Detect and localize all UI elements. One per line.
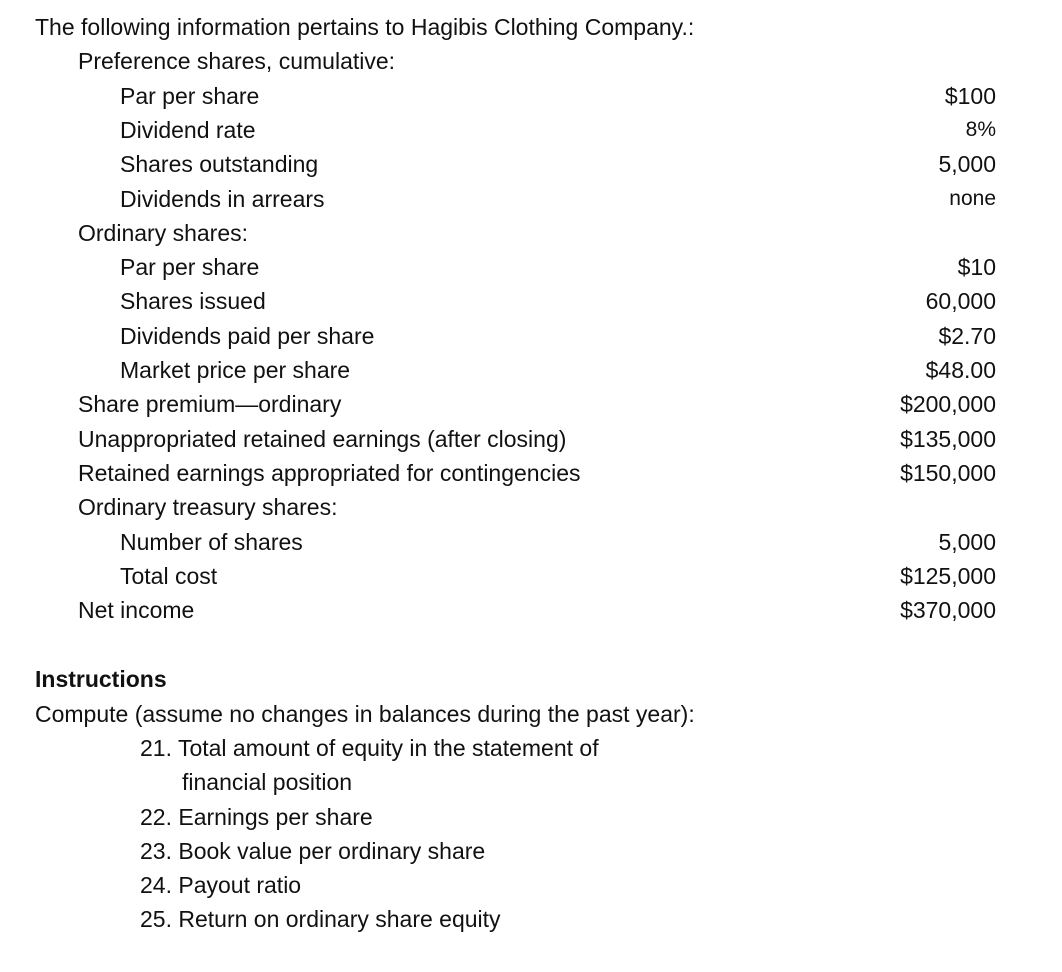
preference-par-label: Par per share	[120, 83, 260, 109]
preference-arrears-label: Dividends in arrears	[120, 186, 325, 212]
intro-text: The following information pertains to Hagibis Clothing Company.:	[35, 14, 695, 40]
instruction-item-22: 22. Earnings per share	[140, 804, 373, 830]
ordinary-market-value: $48.00	[925, 357, 996, 383]
ordinary-heading: Ordinary shares:	[78, 220, 249, 246]
ordinary-issued-label: Shares issued	[120, 288, 266, 314]
preference-arrears-value: none	[949, 187, 996, 210]
instructions-heading: Instructions	[35, 666, 167, 692]
premium-label: Share premium—ordinary	[78, 391, 342, 417]
preference-par-value: $100	[944, 83, 996, 109]
preference-rate-value: 8%	[965, 118, 996, 141]
treasury-heading: Ordinary treasury shares:	[78, 494, 338, 520]
appropriated-value: $150,000	[900, 460, 996, 486]
treasury-number-label: Number of shares	[120, 529, 303, 555]
net-income-label: Net income	[78, 597, 195, 623]
unappropriated-value: $135,000	[900, 426, 996, 452]
instruction-item-21: 21. Total amount of equity in the statement of	[140, 735, 599, 761]
appropriated-label: Retained earnings appropriated for contingencies	[78, 460, 581, 486]
preference-outstanding-label: Shares outstanding	[120, 151, 319, 177]
net-income-value: $370,000	[900, 597, 996, 623]
treasury-number-value: 5,000	[938, 529, 996, 555]
ordinary-market-label: Market price per share	[120, 357, 351, 383]
preference-outstanding-value: 5,000	[938, 151, 996, 177]
instruction-item-24: 24. Payout ratio	[140, 872, 302, 898]
preference-rate-label: Dividend rate	[120, 117, 256, 143]
instruction-item-23: 23. Book value per ordinary share	[140, 838, 486, 864]
ordinary-dividends-label: Dividends paid per share	[120, 323, 375, 349]
ordinary-dividends-value: $2.70	[938, 323, 996, 349]
instructions-lead: Compute (assume no changes in balances during the past year):	[35, 701, 695, 727]
treasury-cost-label: Total cost	[120, 563, 218, 589]
instruction-item-25: 25. Return on ordinary share equity	[140, 906, 501, 932]
treasury-cost-value: $125,000	[900, 563, 996, 589]
ordinary-issued-value: 60,000	[925, 288, 996, 314]
ordinary-par-value: $10	[957, 254, 996, 280]
premium-value: $200,000	[900, 391, 996, 417]
unappropriated-label: Unappropriated retained earnings (after closing)	[78, 426, 567, 452]
instruction-item-21-continued: financial position	[182, 769, 353, 795]
preference-heading: Preference shares, cumulative:	[78, 48, 396, 74]
ordinary-par-label: Par per share	[120, 254, 260, 280]
